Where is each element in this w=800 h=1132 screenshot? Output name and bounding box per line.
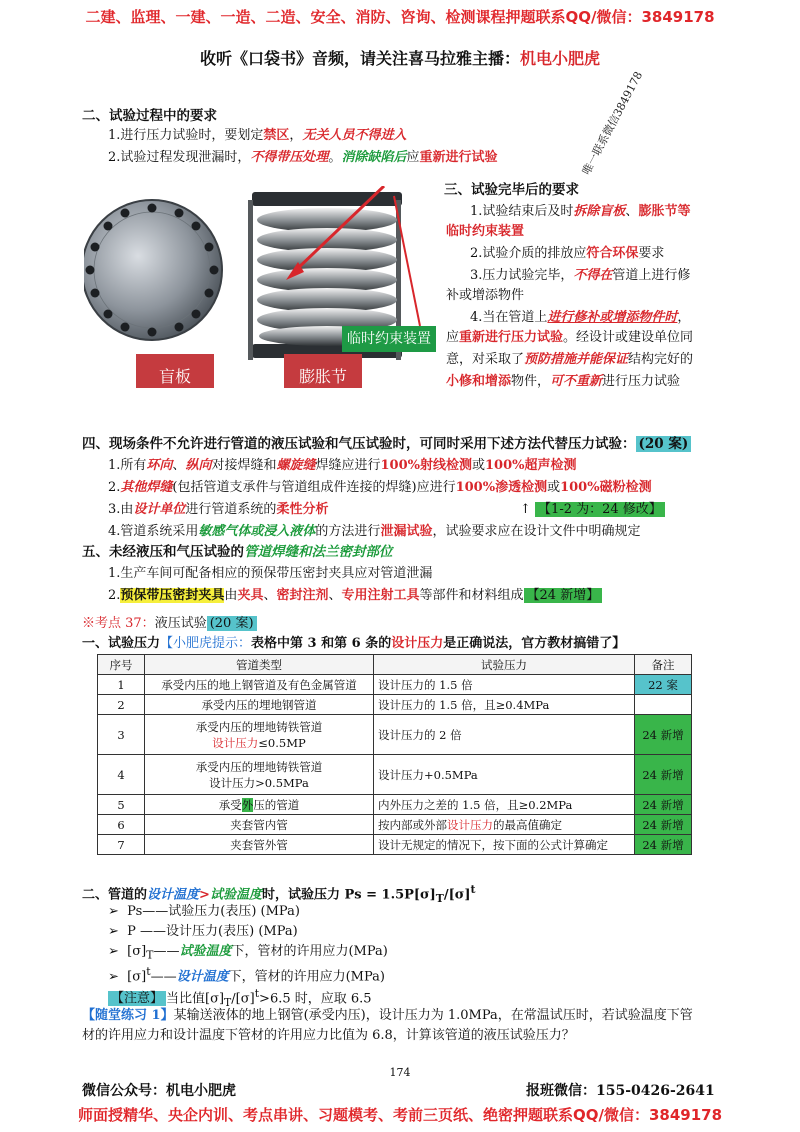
table-row: 6 夹套管内管 按内部或外部设计压力的最高值确定 24 新增	[98, 815, 692, 835]
table-header-row	[98, 655, 692, 675]
table-header: 管道类型	[145, 655, 374, 675]
note-badge: 24 新增	[635, 795, 692, 815]
sec3-line1b: 临时约束装置	[446, 224, 525, 239]
sec4-title: 四、现场条件不允许进行管道的液压试验和气压试验时，可同时采用下述方法代替压力试验： (20 案)	[82, 434, 691, 454]
sec5-line2: 2.预保带压密封夹具由夹具、密封注剂、专用注射工具等部件和材料组成 【24 新增】	[108, 586, 602, 606]
sec4-badge: (20 案)	[636, 436, 692, 452]
sec3-line4b: 应重新进行压力试验。经设计或建设单位同	[446, 330, 694, 345]
footer-wechat-public: 微信公众号：机电小肥虎	[82, 1083, 236, 1099]
temp-title: 二、管道的设计温度>试验温度时，试验压力 $Ps = 1.5P[\sigma]_T/[\sigma]^t$	[82, 883, 476, 905]
table-row: 7 夹套管外管 设计无规定的情况下，按下面的公式计算确定 24 新增	[98, 835, 692, 855]
note-badge: 24 新增	[635, 835, 692, 855]
table-row: 3 承受内压的埋地铸铁管道 设计压力≤0.5MP 设计压力的 2 倍 24 新增	[98, 715, 692, 755]
sec2-line1: 1.进行压力试验时，要划定禁区，无关人员不得进入	[108, 128, 407, 143]
sec3-title: 三、试验完毕后的要求	[444, 182, 579, 198]
sec4-line3-badge: ↑ 【1-2 为：24 修改】	[520, 500, 665, 520]
subtitle-prefix: 收听《口袋书》音频，请关注喜马拉雅主播：	[199, 49, 520, 68]
blind-label: 盲板	[158, 367, 191, 386]
sec5-title: 五、未经液压和气压试验的管道焊缝和法兰密封部位	[82, 544, 393, 560]
sec4-line1: 1.所有环向、纵向对接焊缝和螺旋缝焊缝应进行100%射线检测或100%超声检测	[108, 458, 577, 473]
subtitle	[0, 46, 800, 69]
sec3-line2: 2.试验介质的排放应符合环保要求	[470, 246, 665, 261]
sec3-line3b: 补或增添物件	[446, 288, 525, 303]
sec4-line3: 3.由设计单位进行管道系统的柔性分析	[108, 502, 329, 517]
table-header: 序号	[98, 655, 145, 675]
table-row: 5 承受外压的管道 内外压力之差的 1.5 倍，且≥0.2MPa 24 新增	[98, 795, 692, 815]
note-badge: 24 新增	[635, 755, 692, 795]
pressure-table	[97, 654, 692, 855]
bottom-banner: 师面授精华、央企内训、考点串讲、习题模考、考前三页纸、绝密押题联系QQ/微信：3849178	[77, 1106, 723, 1124]
kp37-title: ※考点 37：液压试验 (20 案)	[82, 614, 257, 634]
practice-line1: 【随堂练习 1】某输送液体的地上钢管(承受内压)，设计压力为 1.0MPa，在常温试压时，若试验温度下管	[82, 1008, 693, 1023]
note-badge: 24 新增	[635, 715, 692, 755]
note-badge: 24 新增	[635, 815, 692, 835]
restraint-label: 临时约束装置	[347, 331, 431, 347]
temp-bullet-1: ➢ Ps——试验压力(表压) (MPa)	[108, 904, 300, 919]
sec3-line4d: 小修和增添物件，可不重新进行压力试验	[446, 374, 681, 389]
subtitle-host: 机电小肥虎	[520, 49, 601, 68]
sec3-line3: 3.压力试验完毕，不得在管道上进行修	[470, 268, 691, 283]
footer-enroll: 报班微信：155-0426-2641	[526, 1083, 715, 1099]
page-number: 174	[389, 1066, 411, 1079]
sec5-line1: 1.生产车间可配备相应的预保带压密封夹具应对管道泄漏	[108, 566, 433, 581]
temp-note: 【注意】 当比值$[\sigma]_T/[\sigma]^t>6.5$ 时，应取 6.5	[108, 984, 372, 1013]
blind-plate-image	[84, 200, 222, 340]
table-row: 4 承受内压的埋地铸铁管道 设计压力>0.5MPa 设计压力+0.5MPa 24 新增	[98, 755, 692, 795]
sec3-line1: 1.试验结束后及时拆除盲板、膨胀节等	[470, 204, 691, 219]
note-badge: 22 案	[635, 675, 692, 695]
sec3-line4c: 意，对采取了预防措施并能保证结构完好的	[446, 352, 694, 367]
sec4-line4: 4.管道系统采用敏感气体或浸入液体的方法进行泄漏试验，试验要求应在设计文件中明确规定	[108, 524, 641, 539]
temp-bullet-2: ➢ P ——设计压力(表压) (MPa)	[108, 924, 298, 939]
practice-line2: 材的许用应力和设计温度下管材的许用应力比值为 6.8，计算该管道的液压试验压力？	[82, 1028, 575, 1043]
sec4-line2: 2.其他焊缝(包括管道支承件与管道组成件连接的焊缝)应进行100%渗透检测或100%磁粉检测	[108, 480, 652, 495]
temp-bullet-3: ➢ $[\sigma]_T——$试验温度下，管材的许用应力(MPa)	[108, 944, 388, 962]
sec2-title: 二、试验过程中的要求	[82, 108, 217, 124]
temp-bullet-4: ➢ $[\sigma]^t——$设计温度下，管材的许用应力(MPa)	[108, 965, 385, 985]
table-row: 2 承受内压的埋地钢管道 设计压力的 1.5 倍，且≥0.4MPa	[98, 695, 692, 715]
expansion-label: 膨胀节	[298, 367, 347, 386]
top-banner: 二建、监理、一建、一造、二造、安全、消防、咨询、检测课程押题联系QQ/微信：3849178	[85, 8, 715, 26]
table-header: 备注	[635, 655, 692, 675]
watermark-vertical: 唯一联系微信3849178	[579, 69, 646, 178]
kp37-sub: 一、试验压力【小肥虎提示：表格中第 3 和第 6 条的设计压力是正确说法，官方教材搞错了】	[82, 636, 626, 651]
sec3-line4: 4.当在管道上进行修补或增添物件时，	[470, 310, 691, 325]
sec2-line2: 2.试验过程发现泄漏时，不得带压处理。消除缺陷后应重新进行试验	[108, 150, 498, 165]
table-row: 1 承受内压的地上钢管道及有色金属管道 设计压力的 1.5 倍 22 案	[98, 675, 692, 695]
table-header: 试验压力	[374, 655, 635, 675]
